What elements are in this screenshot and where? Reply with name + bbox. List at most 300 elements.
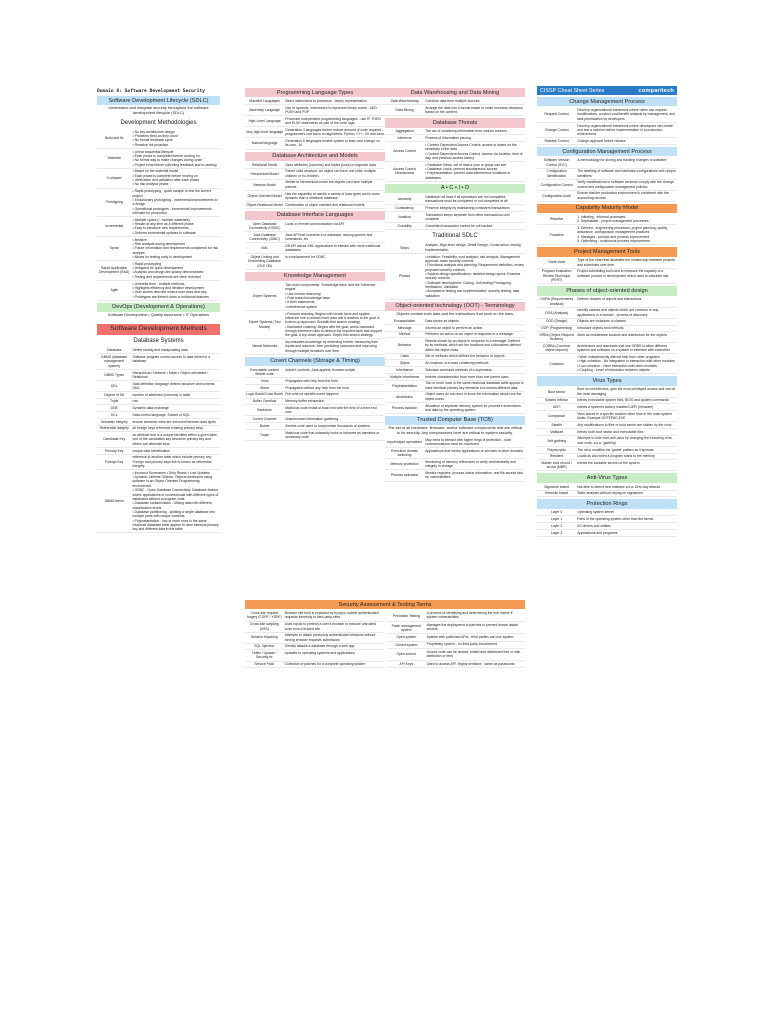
table-row <box>537 225 677 245</box>
row-term: Proactive <box>537 225 576 245</box>
row-definition: all foreign keys reference existing primary keys <box>131 425 220 432</box>
table-row <box>245 621 383 632</box>
row-definition: Defines classes of objects and interactions <box>576 297 677 308</box>
row-term: Waterfall <box>97 148 131 168</box>
methodologies-header: Development Methodologies <box>97 118 220 128</box>
devops-header: DevOps (Development & Operations) <box>97 303 220 312</box>
table-row <box>385 367 525 374</box>
table-row <box>245 282 385 310</box>
row-term: ORBs (Object Request Brokers) <box>537 332 576 343</box>
table-row <box>385 194 525 205</box>
config-mgmt-table <box>537 157 677 201</box>
row-definition: Ensure that the production environment is consistent with the accounting records <box>576 190 677 201</box>
row-definition: Generation 5 languages enable system to learn and change on its own - AI <box>284 138 385 149</box>
table-row <box>245 221 385 232</box>
row-definition: A process of identifying and determining the true nature if system vulnerabilities <box>426 610 525 621</box>
table-row <box>537 268 677 283</box>
cmm-table <box>537 214 677 245</box>
column-1 <box>97 86 220 533</box>
db-interface-table <box>245 221 385 270</box>
row-definition: ensure semantic rules are enforced between data types <box>131 418 220 425</box>
row-term: OORA (Requirements Analysis) <box>537 297 576 308</box>
rings-header: Protection Rings <box>537 499 677 508</box>
row-definition: Parts of the operating system other than the kernel <box>576 516 677 523</box>
row-term: Buffer Overflow <box>245 398 284 405</box>
row-definition: Uses inputs to pretend a user's browser to execute untrusted code from a trusted site <box>284 621 383 632</box>
row-term: Hierarchical Model <box>245 168 284 179</box>
row-definition: Memory buffer exhaustion <box>284 398 385 405</box>
table-row <box>385 105 525 116</box>
table-row <box>537 387 677 398</box>
row-term: Patch management system <box>387 622 426 634</box>
row-term: Data Mining <box>385 105 424 116</box>
security-terms-header: Security Assessment & Testing Terms <box>245 600 525 609</box>
covert-table <box>245 367 385 441</box>
row-definition: Static analysis without relying on signatures <box>576 490 677 497</box>
row-definition: • Umbrella term - multiple methods • Highlights efficiency and iterative development • User stories describe what a user does and why • Prototypes are filtered down to individual features <box>131 280 220 300</box>
table-row <box>245 105 385 116</box>
table-row <box>387 634 525 641</box>
row-definition: Loads as and when a program starts to the memory <box>576 453 677 460</box>
row-definition: The labelling of software and hardware configurations with unique identifiers <box>577 169 676 178</box>
table-row <box>537 529 677 536</box>
row-term: Configuration Control <box>537 179 576 190</box>
row-definition: May need to interact with higher rings of protection - such communications must be monitored <box>424 437 525 448</box>
row-definition: Source code can be viewed, edited and distributed free or with attribution or fees <box>426 648 525 660</box>
row-definition: Introduce objects and methods <box>576 325 677 332</box>
traditional-header: Traditional SDLC <box>385 232 525 242</box>
row-term: Prototyping <box>97 188 131 217</box>
row-term: Referential integrity <box>97 425 131 432</box>
table-row <box>385 402 525 413</box>
row-definition: A methodology for storing and tracking changes to software <box>576 157 677 168</box>
row-term: Aggregation <box>385 129 424 135</box>
row-definition: • Initiation: Feasibility, cost analysis, risk analysis, Management approval, basic security controls • Functional analysis and planning: Requirement definition, review proposed security controls • System design specifications: detailed design specs, Examine security controls • Software development: Coding. Unit testing Prototyping, Verification, Validation • Acceptance testing and implementation: security testing, data validation <box>425 254 525 298</box>
row-term: API Keys <box>387 660 426 667</box>
knowledge-table <box>245 282 385 355</box>
cheat-sheet <box>97 86 675 702</box>
row-definition: unique data identification <box>131 447 220 454</box>
table-row <box>245 632 383 643</box>
table-row <box>537 404 677 411</box>
row-term: Consistency <box>385 205 424 212</box>
table-row <box>537 325 677 332</box>
row-term: Service Pack <box>245 661 284 668</box>
row-definition: The act of combining information from various sources. <box>424 129 525 135</box>
row-term: Boot sector <box>537 387 576 398</box>
row-definition: an attribute that is a unique identifier within a given table, one of the candidates key becomes primary key and others are alternate keys <box>131 432 220 447</box>
table-row <box>385 212 525 223</box>
warehousing-header: Data Warehousing and Data Mining <box>385 88 525 97</box>
table-row <box>537 354 677 374</box>
table-row <box>245 127 385 138</box>
row-term: Multiple Inheritance <box>385 373 424 380</box>
table-row <box>245 232 385 243</box>
row-term: Expert Systems <box>245 282 284 310</box>
row-definition: Directly attacks a database through a web app <box>284 643 383 650</box>
row-term: Open Database Connectivity (ODBC) <box>245 221 284 232</box>
row-term: Covert Channel <box>245 416 284 423</box>
row-term: Reactive <box>537 214 576 225</box>
table-row <box>385 380 525 391</box>
table-row <box>537 307 677 318</box>
covert-header: Covert Channels (Storage & Timing) <box>245 357 385 366</box>
table-row <box>245 116 385 127</box>
warehousing-table <box>385 98 525 116</box>
row-term: Configuration Identification <box>537 168 576 179</box>
table-row <box>245 661 383 668</box>
table-row <box>537 214 677 225</box>
table-row <box>245 423 385 430</box>
row-term: Open-source <box>387 648 426 660</box>
ood-table <box>537 297 677 375</box>
table-row <box>245 643 383 650</box>
table-row <box>537 318 677 325</box>
table-row <box>245 201 385 208</box>
row-definition: Processor independent programming languages - use IF, THEN and ELSE statements as part of the code logic <box>284 116 385 127</box>
table-row <box>245 385 385 392</box>
row-term: Execution domain switching <box>385 448 424 459</box>
row-definition: • Rapid prototyping • Designed for quick development • Analysis and design are quickly demonstrated • Testing and requirements are often revisited <box>131 261 220 281</box>
table-row <box>97 369 220 380</box>
column-2 <box>245 86 385 441</box>
row-definition: Type of bar chart that illustrates the relationship between projects and schedules over time. <box>577 258 676 267</box>
db-interface-header: Database Interface Languages <box>245 211 385 220</box>
row-definition: Develop organizational framework where users can request modifications, conduct cost/benefit analysis by management, and task prioritization by developers <box>577 108 676 121</box>
row-definition: Malicious code install at back end with the help of a front end user <box>284 405 385 416</box>
table-row <box>97 432 220 447</box>
pm-tools-header: Project Management Tools <box>537 247 677 256</box>
table-row <box>537 179 677 190</box>
av-types-header: Anti-Virus Types <box>537 473 677 482</box>
row-definition: Dynamic data exchange <box>131 405 220 412</box>
row-term: Trojan <box>245 429 284 440</box>
pm-tools-table <box>537 258 677 285</box>
row-term: Tuple <box>97 398 131 405</box>
row-definition: Not able to detect new malware a.k.a. Zero-day attacks <box>576 484 677 490</box>
row-definition: Direct instructions to processor - binary representation <box>284 98 385 104</box>
row-definition: Informs an object to perform an action. <box>424 324 525 331</box>
table-row <box>245 190 385 201</box>
table-row <box>537 168 677 179</box>
row-definition: Inherits characteristics from more than one parent class <box>424 373 525 380</box>
table-row <box>385 470 525 481</box>
row-definition: Project-scheduling tool used to measure the capacity of a software product in development which uses to calculate risk. <box>576 268 677 283</box>
row-definition: Boot record infectors, gain the most privileged access and can be the most damaging <box>577 387 676 396</box>
table-row <box>97 280 220 300</box>
row-definition: Two or more rows in the same relational database table appear to have identical primary key elements but contain different data <box>425 381 524 390</box>
sdlc-subtitle: Understand and integrate security throughout the software development lifecycle (SDLC) <box>108 105 209 116</box>
row-term: Resident <box>537 453 576 460</box>
row-definition: Data definition language defines structure and schema DML <box>131 380 220 391</box>
brand-logo: comparitech <box>638 87 674 94</box>
row-term: Spiral <box>97 236 131 260</box>
table-row <box>245 416 385 423</box>
row-term: Primary Key <box>97 447 131 454</box>
row-definition: • Iterative • Risk analysis during development • Future information and requirements considered for risk analysis • Allows for testing early in development <box>132 237 219 259</box>
table-row <box>385 448 525 459</box>
ood-header: Phases of object-oriented design <box>537 286 677 295</box>
row-term: Request Control <box>537 107 576 122</box>
config-mgmt-header: Configuration Management Process <box>537 147 677 156</box>
table-row <box>537 429 677 436</box>
row-definition: Hierarchical • Network • Mesh • Object-orientated • Relational <box>131 369 220 380</box>
row-definition: Malicious code that outwardly looks or behaves as harmless or necessary code <box>284 429 385 440</box>
table-row <box>97 129 220 148</box>
security-terms-right-table <box>387 610 525 668</box>
row-term: Layer 1 <box>537 516 576 523</box>
table-row <box>97 217 220 237</box>
table-row <box>97 380 220 391</box>
row-definition: Define storing and manipulating data <box>131 348 220 354</box>
row-term: Cohesion <box>537 354 576 374</box>
table-row <box>387 622 525 634</box>
row-term: Layer 3 <box>537 529 576 536</box>
table-row <box>537 343 677 354</box>
row-term: Configuration Audit <box>537 190 576 201</box>
row-definition: Similar to hierarchical model but objects can have multiple parents <box>284 179 385 190</box>
row-definition: Performs an action on an object in response to a message. <box>424 331 525 338</box>
row-term: Signature based <box>537 484 576 490</box>
table-row <box>97 261 220 281</box>
row-definition: • No key architecture design • Problems fixed as they occur • No formal feedback cycle • Reactive not proactive <box>131 129 220 148</box>
row-term: DBMS terms <box>97 470 131 533</box>
row-term: Logic Bomb/Code Bomb <box>246 392 283 397</box>
table-row <box>245 610 383 621</box>
traditional-table <box>385 243 525 300</box>
row-definition: Data control language. Subset of SQL. <box>131 412 220 419</box>
row-term: DBMS Types <box>97 369 131 380</box>
table-row <box>385 391 525 402</box>
row-definition: • Incorrect Summaries • Dirty Reads • Lost Updates • Dynamic Lifetime Objects: Objects developed using software in an Object Oriented Programming environment. • ODBC - Open Database Connectivity. Database feature where applications to communicate with different types of databases without a program code. • Database contamination - Mixing data with different classification levels • Database partitioning - splitting a single database into multiple parts with unique contents • Polyinstantiation - two or more rows in the same relational database table appear to have identical primary key and different data in the table. <box>132 470 219 532</box>
oot-subtitle: Objects contain both data and the instructions that work on the data. <box>396 311 514 317</box>
table-row <box>97 398 220 405</box>
row-term: Heuristic based <box>537 490 576 497</box>
row-term: Phases <box>385 253 424 299</box>
row-term: OOD (Design) <box>537 318 576 325</box>
row-definition: Infects a system's factory installed UEFI (firmware) <box>576 404 677 411</box>
row-term: XML <box>245 243 284 254</box>
table-row <box>387 648 525 660</box>
row-definition: • Work independently without help from other programs • High cohesion - No integration or interaction with other modules • Low cohesion - Have interaction with other modules • Coupling - Level of interaction between objects <box>576 354 677 374</box>
methodologies-table <box>97 129 220 301</box>
row-term: Cross-site scripting (XSS) <box>245 621 284 632</box>
row-term: Candidate Key <box>97 432 131 447</box>
row-definition: ActiveX controls, Java applets, browser scripts <box>284 367 385 378</box>
row-definition: Attempts to hide from anti-virus by changing the encoding of its own code, a.k.a. 'garbling' <box>576 435 677 446</box>
table-row <box>97 425 220 432</box>
table-row <box>245 168 385 179</box>
row-term: Inference <box>385 135 424 142</box>
row-definition: Object users do not need to know the information about how the object works <box>424 391 525 402</box>
row-definition: 1. Initiating - informal processes, 2. Repeatable - project management processes <box>576 214 677 225</box>
table-row <box>537 523 677 530</box>
row-term: Object <box>385 360 424 367</box>
row-term: Change Control <box>537 122 576 137</box>
row-definition: Objects are instances of classes <box>576 318 677 325</box>
acid-table <box>385 194 525 230</box>
row-term: Foreign Key <box>97 454 131 469</box>
row-definition: Set of methods which defines the behavior of objects <box>424 353 525 360</box>
table-row <box>385 353 525 360</box>
row-term: Process isolation <box>385 402 424 413</box>
cmm-header: Capability Maturity Model <box>537 204 677 213</box>
row-definition: Run when a specific event happens <box>284 391 385 398</box>
row-definition: Any modifications to files or boot sector are hidden by the virus <box>576 422 677 429</box>
row-term: Rapid Application Development (RAD) <box>97 261 131 281</box>
row-definition: Updates to operating systems and applications <box>284 650 383 661</box>
table-row <box>537 435 677 446</box>
row-definition: Identify classes and objects which are common to any applications in a domain - process of discovery <box>576 307 677 318</box>
table-row <box>537 490 677 497</box>
row-definition: Verify modifications to software versions comply with the change control and configuration management policies. <box>576 179 677 190</box>
row-term: Botnet <box>245 423 284 430</box>
row-definition: Uses attributes (columns) and tuples (rows) to organize data <box>284 162 385 168</box>
row-definition: • Linear sequential lifecycle • Each phase is completed before moving on • No formal way to make changes during cycle • Project ends before collecting feedback and re-starting <box>131 148 220 168</box>
row-term: Master boot record / sector (MBR) <box>537 460 576 471</box>
row-definition: Java API that connects to a database, issuing queries and commands, etc <box>284 232 385 243</box>
threats-table <box>385 129 525 182</box>
row-term: Java Database Connectivity (JDBC) <box>245 232 284 243</box>
row-term: Natural language <box>245 138 284 149</box>
table-row <box>387 660 525 667</box>
table-row <box>537 297 677 308</box>
table-row <box>245 650 383 661</box>
table-row <box>245 391 385 398</box>
row-term: Session Hijacking <box>245 632 284 643</box>
change-mgmt-table <box>537 107 677 145</box>
row-term: Build and fix <box>97 129 131 148</box>
row-term: Software Version Control (SVC) <box>537 157 576 168</box>
row-term: Self-garbling <box>537 435 576 446</box>
row-term: Database <box>97 348 131 354</box>
table-row <box>245 429 385 440</box>
row-definition: row <box>131 398 220 405</box>
row-definition: Allocation of separate memory spaces for process's instructions and data by the operating system. <box>424 402 525 413</box>
acid-header: A • C • I • D <box>385 184 525 193</box>
table-row <box>245 310 385 339</box>
row-term: Object-Oriented Model <box>245 190 284 201</box>
row-term: Program Evaluation Review Technique (PERT) <box>537 268 576 283</box>
table-row <box>385 360 525 367</box>
row-definition: Architecture and standards that use ORBS to allow different systems and software on a system to interface with eachother <box>576 343 677 354</box>
row-term: DCL <box>97 412 131 419</box>
row-term: OOA (Analysis) <box>537 307 576 318</box>
tcb-subtitle: The set of all hardware, firmware, and/or software components that are critical to its security. Any compromises here are critical to system security. <box>387 425 523 436</box>
row-term: Expert Systems (Two Modes) <box>245 310 284 339</box>
row-definition: Combine data from multiple sources. <box>424 98 525 104</box>
change-mgmt-header: Change Management Process <box>537 97 677 106</box>
row-term: Backdoor <box>245 405 284 416</box>
table-row <box>97 447 220 454</box>
row-definition: Committed transaction cannot be roll backed <box>424 223 525 230</box>
row-term: Data Warehousing <box>385 98 424 104</box>
banner-title: CISSP Cheat Sheet Series <box>540 87 605 94</box>
row-term: Object-Relational Model <box>246 202 283 207</box>
row-term: Gantt chart <box>537 258 576 269</box>
virus-types-header: Virus Types <box>537 376 677 385</box>
table-row <box>97 392 220 399</box>
sdm-header: Software Development Methods <box>97 324 220 335</box>
row-term: Very high-level language <box>245 127 284 138</box>
table-row <box>245 405 385 416</box>
database-systems-header: Database Systems <box>97 337 220 347</box>
table-row <box>245 398 385 405</box>
table-row <box>97 470 220 533</box>
row-definition: • Forward chaining: Begins with known facts and applies inference rule to extract more data unit it reaches to the goal. A bottom-up approach. Breadth-first search strategy. • Backward chaining: Begins with the goal, works backward through inference rules to deduce the required facts that support the goal. A top-down approach. Depth-first search strategy. <box>284 310 385 339</box>
table-row <box>537 258 677 269</box>
table-row <box>385 459 525 470</box>
row-term: Access Control Mechanisms <box>385 161 424 181</box>
column-3 <box>385 86 525 482</box>
db-arch-table <box>245 162 385 209</box>
row-term: DDL <box>97 380 131 391</box>
column-4 <box>537 86 677 537</box>
row-term: CORBA (Common object request) <box>537 343 576 354</box>
row-definition: Develop organizational framework where developers can create and test a solution before implementation in a production environment. <box>576 122 677 137</box>
row-term: High-Level Language <box>245 116 284 127</box>
table-row <box>245 179 385 190</box>
row-term: DBMS (database management system) <box>97 354 131 369</box>
table-row <box>537 453 677 460</box>
row-term: Polymorphic <box>537 446 576 453</box>
row-definition: Local or remote communication via API <box>284 221 385 232</box>
row-definition: DB API allows XML applications to interact with more traditional databases <box>284 243 385 254</box>
row-term: V-shaped <box>97 168 131 188</box>
row-definition: Data stores as objects <box>424 318 525 324</box>
threats-header: Database Threats <box>385 118 525 127</box>
rings-table <box>537 510 677 537</box>
row-term: Durability <box>385 223 424 230</box>
row-term: Open system <box>387 634 426 641</box>
row-definition: Zombie code used to compromise thousands of systems <box>284 423 385 430</box>
row-term: Network Model <box>245 179 284 190</box>
table-row <box>385 243 525 254</box>
row-definition: • Rapid prototyping - quick sample to test the current project • Evolutionary prototyping - incremental improvements to a design • Operational prototypes - incremental improvements intended for production <box>131 188 220 217</box>
row-term: System infector <box>537 397 576 404</box>
row-definition: Change approval before release <box>576 138 677 145</box>
row-term: Access Control <box>385 142 424 162</box>
row-definition: Database roll back if all operations are not completed, transactions must be completed or not completed at all <box>424 194 525 205</box>
row-term: Abstraction <box>385 391 424 402</box>
row-term: Cross-site request forgery (CSRF / XSRF) <box>246 611 282 620</box>
table-row <box>245 243 385 254</box>
languages-header: Programming Language Types <box>245 88 385 97</box>
table-row <box>97 148 220 168</box>
security-terms-left-table <box>245 610 383 668</box>
row-definition: Infects executable system files, BIOS and system commands <box>576 397 677 404</box>
table-row <box>537 122 677 137</box>
row-definition: Software program control access to data stored in a database <box>131 354 220 369</box>
row-term: Closed system <box>387 641 426 648</box>
brand-banner <box>537 86 677 95</box>
row-term: Object Linking and Embedding Database (OLE DB) <box>245 254 284 269</box>
table-row <box>245 138 385 149</box>
row-definition: Monitor registers, process status information, and file access lists for vulnerabilities <box>425 471 523 480</box>
row-term: Multipart <box>537 429 576 436</box>
row-definition: I/O drivers and utilities <box>576 523 677 530</box>
row-term: Inheritance <box>385 367 424 374</box>
row-definition: reference to another table which include primary key. Foreign and primary keys link is known as referential integrity. <box>131 454 220 469</box>
row-term: Steps <box>385 243 424 254</box>
row-definition: Operating system kernel <box>576 510 677 516</box>
row-term: Layer 0 <box>537 510 576 516</box>
table-row <box>537 190 677 201</box>
table-row <box>537 157 677 168</box>
row-term: DDE <box>97 405 131 412</box>
row-term: Atomicity <box>385 194 424 205</box>
row-definition: Attempts to obtain previously authenticated sessions without forcing browser requests submission <box>284 632 383 643</box>
